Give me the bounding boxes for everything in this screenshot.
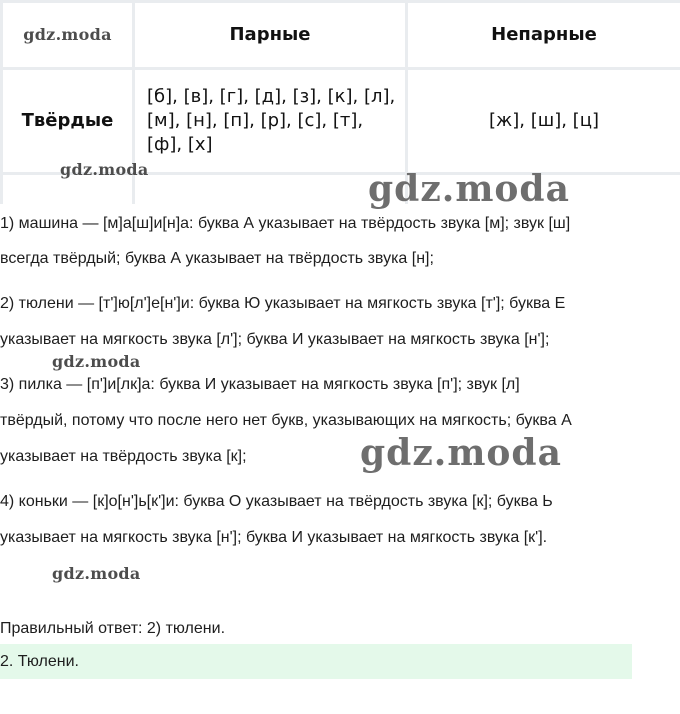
watermark-text: gdz.moda xyxy=(23,25,112,44)
table-row xyxy=(2,69,680,174)
solution-line: 1) машина — [м]а[ш]и[н]а: буква А указывает на твёрдость звука [м]; звук [ш] xyxy=(0,215,571,232)
answer-text: 2. Тюлени. xyxy=(0,653,79,670)
watermark-text: gdz.moda xyxy=(52,564,141,583)
soft-paired-cell xyxy=(134,174,407,205)
watermark-text: gdz.moda xyxy=(360,432,562,474)
solution-line: указывает на мягкость звука [н']; буква И указывает на мягкость звука [к']. xyxy=(0,529,548,546)
hard-unpaired-cell: [ж], [ш], [ц] xyxy=(407,69,680,174)
solution-line: указывает на твёрдость звука [к]; xyxy=(0,448,247,465)
table-corner-cell xyxy=(2,2,134,69)
header-paired: Парные xyxy=(134,2,407,69)
solution-line: 2) тюлени — [т']ю[л']е[н']и: буква Ю указывает на мягкость звука [т']; буква Е xyxy=(0,295,566,312)
watermark-text: gdz.moda xyxy=(60,160,149,179)
solution-line: твёрдый, потому что после него нет букв, указывающих на мягкость; буква А xyxy=(0,412,572,429)
solution-line: 4) коньки — [к]о[н']ь[к']и: буква О указывает на твёрдость звука [к]; буква Ь xyxy=(0,493,553,510)
row-label-hard: Твёрдые xyxy=(2,69,134,174)
correct-answer-line: Правильный ответ: 2) тюлени. xyxy=(0,620,226,637)
table-header-row xyxy=(2,2,680,69)
solution-line: всегда твёрдый; буква А указывает на твёрдость звука [н]; xyxy=(0,250,434,267)
watermark-text: gdz.moda xyxy=(368,168,570,210)
watermark-text: gdz.moda xyxy=(52,352,141,371)
solution-line: 3) пилка — [п']и[лк]а: буква И указывает на мягкость звука [п']; звук [л] xyxy=(0,376,520,393)
hard-paired-cell: [б], [в], [г], [д], [з], [к], [л], [м], [н], [п], [р], [с], [т], [ф], [х] xyxy=(134,69,407,174)
answer-highlight xyxy=(0,644,632,679)
header-unpaired: Непарные xyxy=(407,2,680,69)
solution-line: указывает на мягкость звука [л']; буква И указывает на мягкость звука [н']; xyxy=(0,331,550,348)
